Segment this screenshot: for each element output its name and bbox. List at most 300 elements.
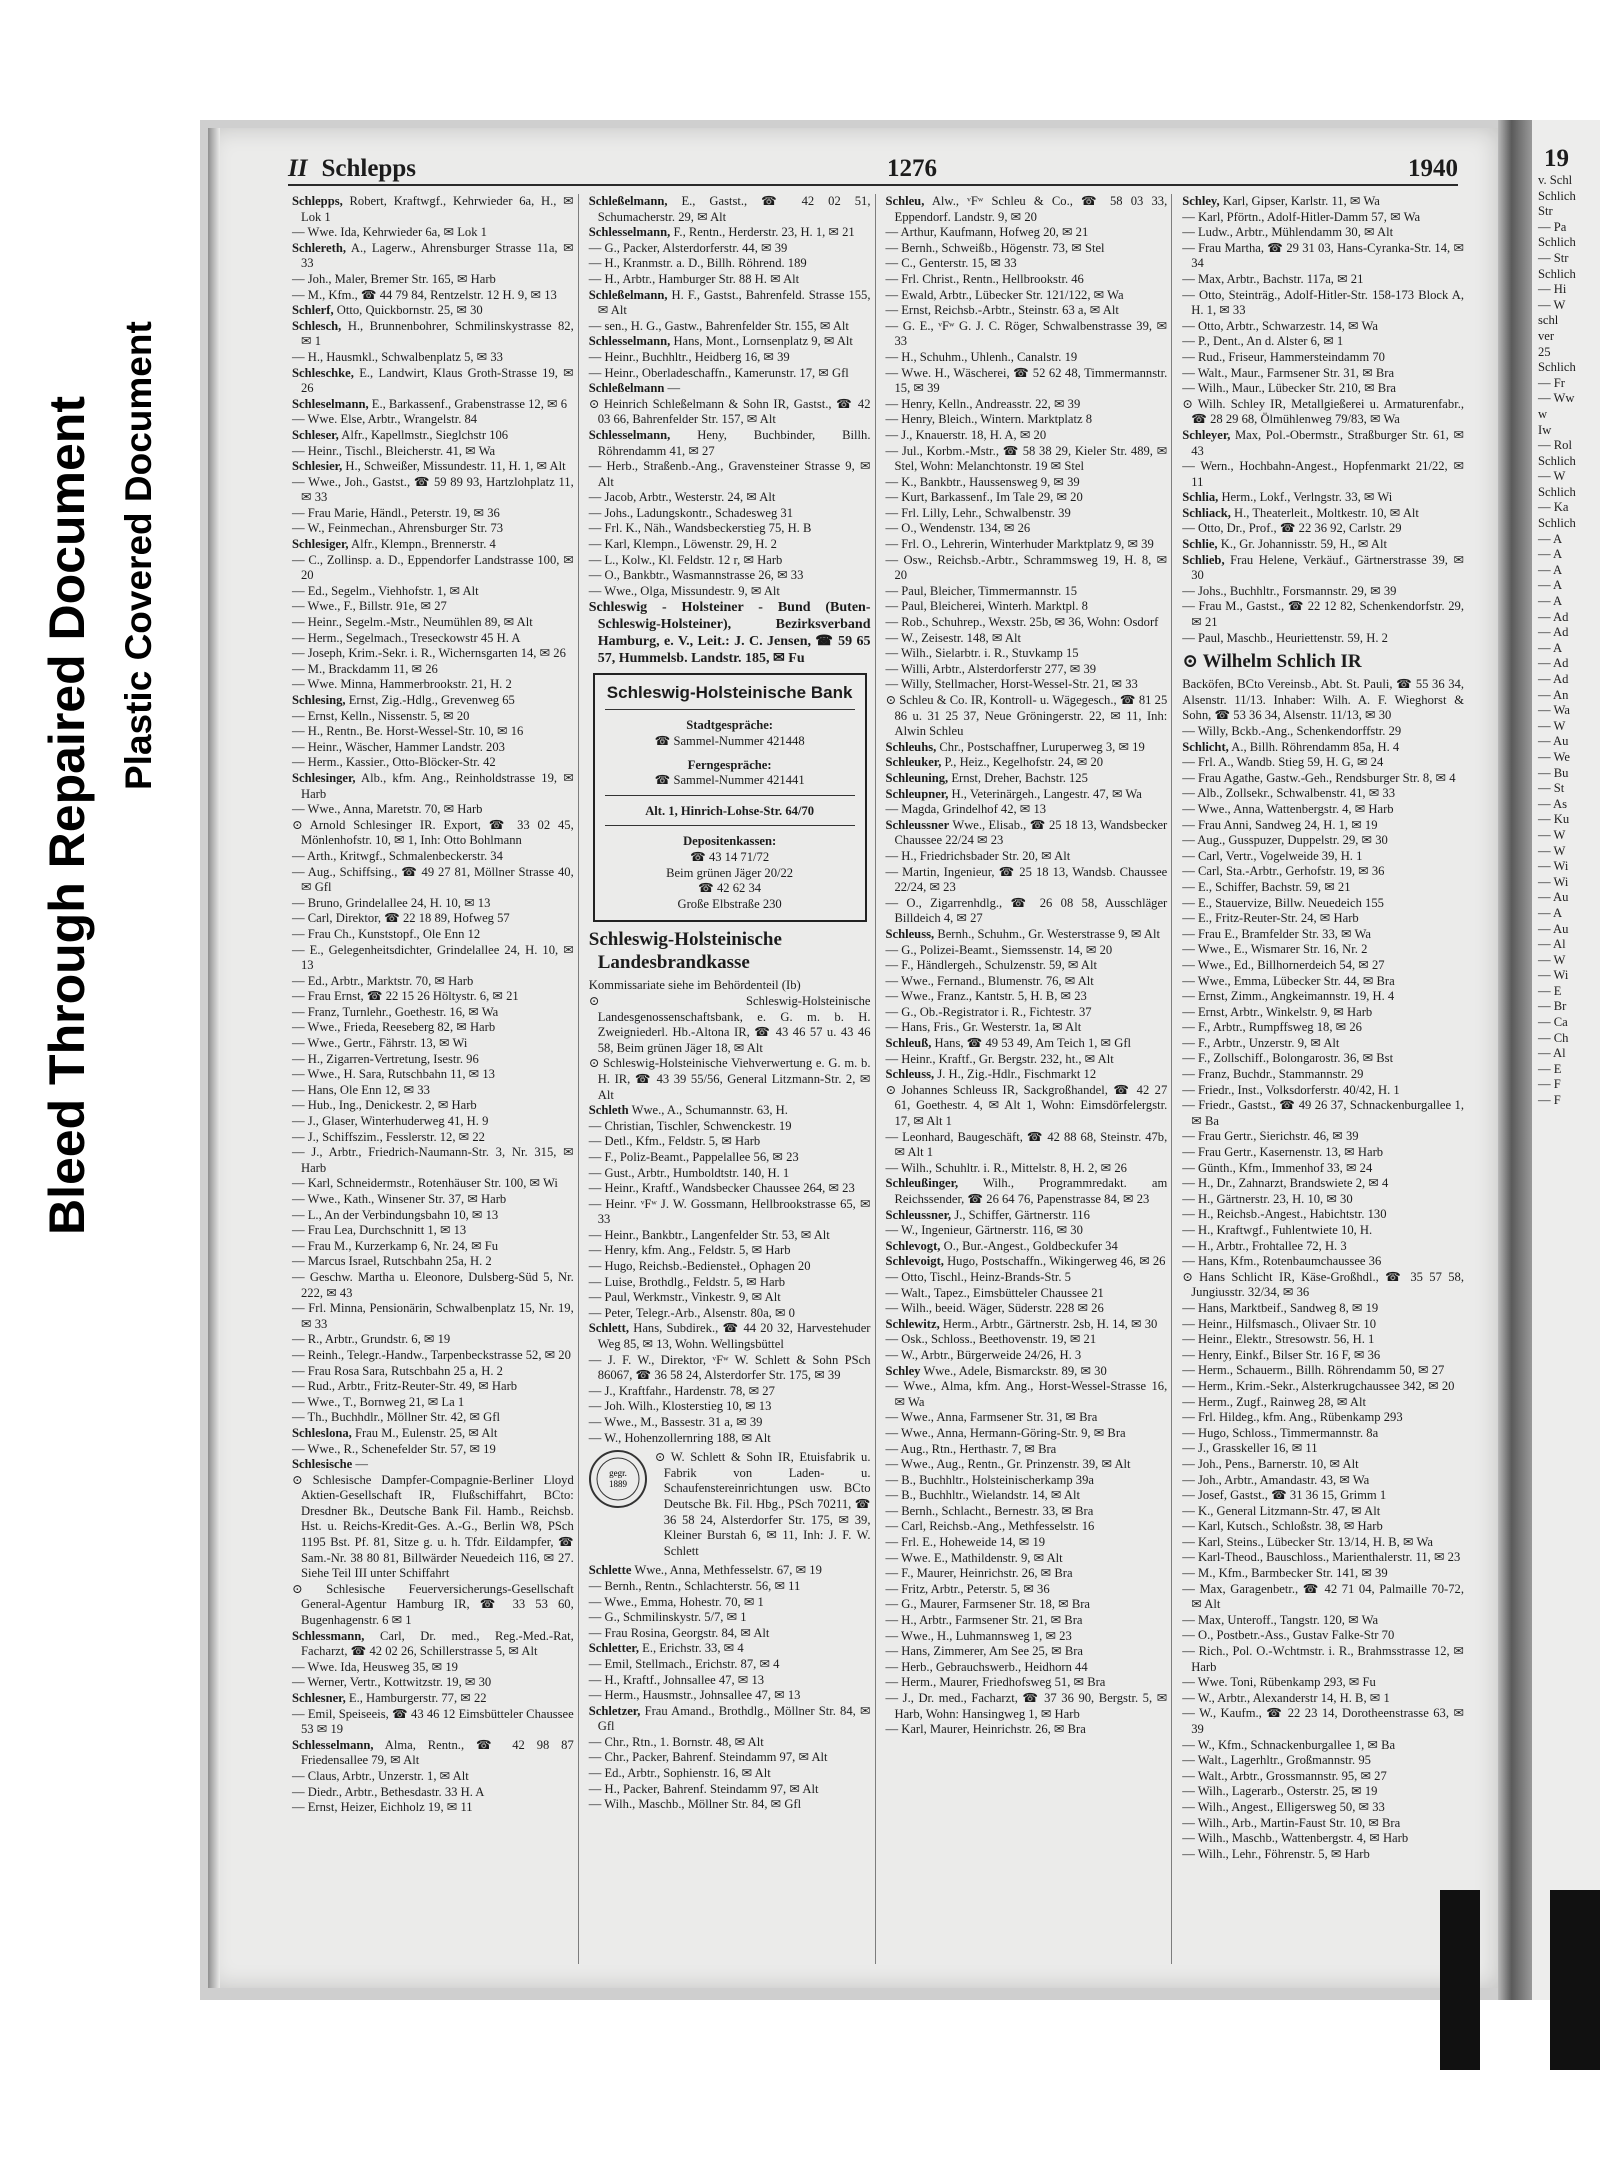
- directory-entry: [292, 615, 574, 631]
- entry-surname: Schleussner,: [885, 1207, 952, 1222]
- entry-surname: Schlesselmann,: [292, 1737, 374, 1752]
- directory-entry: [886, 896, 1168, 927]
- entry-text: — C., Genterstr. 15, ✉ 33: [885, 256, 1017, 271]
- entry-text: ⊙ Schleswig-Holsteinische Viehverwertung e. G. m. b. H. IR, ☎ 43 39 55/56, General Litzmann-Str. 2, ✉ Alt: [588, 1056, 871, 1102]
- entry-text: — Wwe., Frieda, Reeseberg 82, ✉ Harb: [292, 1020, 496, 1035]
- bank-advertisement: [593, 673, 867, 922]
- entry-text: — F., Händlergeh., Schulzenstr. 59, ✉ Alt: [885, 958, 1097, 973]
- entry-text: Robert, Kraftwgf., Kehrwieder 6a, H., ✉ Lok 1: [301, 194, 574, 224]
- entry-text: H., Brunnenbohrer, Schmilinskystrasse 82, ✉ 1: [301, 318, 574, 349]
- directory-entry: [1182, 911, 1464, 927]
- entry-text: — F., Poliz-Beamt., Pappelallee 56, ✉ 23: [588, 1149, 799, 1164]
- next-page-line: — A: [1538, 547, 1563, 562]
- entry-text: — Karl, Pförtn., Adolf-Hitler-Damm 57, ✉ Wa: [1182, 209, 1421, 224]
- entry-text: — Wwe., Anna, Wattenbergstr. 4, ✉ Harb: [1182, 801, 1394, 816]
- entry-text: — H., Rentn., Be. Horst-Wessel-Str. 10, ✉ 16: [292, 724, 524, 739]
- entry-surname: Schleuker,: [885, 755, 942, 770]
- entry-text: — Joh., Maler, Bremer Str. 165, ✉ Harb: [292, 271, 496, 286]
- entry-text: ⊙ Arnold Schlesinger IR. Export, ☎ 33 02 45, Mönlenhofstr. 10, ✉ 1, Inh: Otto Bohlmann: [292, 817, 574, 848]
- directory-entry: [886, 1301, 1168, 1317]
- directory-entry: [292, 1005, 574, 1021]
- entry-text: — G. E., ᵛFʷ G. J. C. Röger, Schwalbenstrasse 39, ✉ 33: [885, 318, 1168, 349]
- entry-text: Karl, Gipser, Karlstr. 11, ✉ Wa: [1222, 194, 1380, 208]
- directory-entry: [1182, 650, 1464, 673]
- entry-text: H. F., Gastst., Bahrenfeld. Strasse 155, ✉ Alt: [597, 287, 871, 318]
- entry-text: O., Bur.-Angest., Goldbeckufer 34: [943, 1238, 1118, 1253]
- header-left: II Schlepps: [288, 155, 416, 182]
- directory-entry: [589, 1610, 871, 1626]
- entry-surname: Schlesiger,: [292, 537, 349, 552]
- entry-text: — Claus, Arbtr., Unzerstr. 1, ✉ Alt: [292, 1768, 469, 1783]
- directory-entry: [589, 1275, 871, 1291]
- entry-text: — Frl. Lilly, Lehr., Schwalbenstr. 39: [885, 505, 1071, 520]
- entry-text: — M., Kfm., Barmbecker Str. 141, ✉ 39: [1182, 1566, 1388, 1581]
- entry-text: — Wern., Hochbahn-Angest., Hopfenmarkt 21/22, ✉ 11: [1182, 459, 1464, 489]
- entry-text: — Hugo, Reichsb.-Bediensteł., Ophagen 20: [588, 1259, 811, 1274]
- next-page-line: — Ad: [1538, 656, 1569, 671]
- entry-text: — Arthur, Kaufmann, Hofweg 20, ✉ 21: [885, 225, 1089, 240]
- directory-entry: [1182, 194, 1464, 210]
- directory-entry: [886, 194, 1168, 225]
- entry-text: — Ed., Segelm., Viehhofstr. 1, ✉ Alt: [292, 583, 479, 598]
- directory-entry: [886, 1239, 1168, 1255]
- entry-text: — Diedr., Arbtr., Bethesdastr. 33 H. A: [292, 1784, 485, 1799]
- entry-text: — Rich., Pol. O.-Wchtmstr. i. R., Brahmsstrasse 12, ✉ Harb: [1182, 1644, 1464, 1674]
- entry-text: ⊙ Wilh. Schley IR, Metallgießerei u. Armaturenfabr., ☎ 28 29 68, Ölmühlenweg 79/83, ✉ Wa: [1182, 396, 1464, 427]
- directory-entry: [292, 1239, 574, 1255]
- entry-text: — Frau Agathe, Gastw.-Geh., Rendsburger Str. 8, ✉ 4: [1182, 770, 1456, 785]
- directory-entry: [1182, 1145, 1464, 1161]
- entry-text: — Herm., Schauerm., Billh. Röhrendamm 50, ✉ 27: [1182, 1363, 1445, 1378]
- directory-entry: [292, 537, 574, 553]
- next-page-line: — Ad: [1538, 672, 1569, 686]
- entry-text: — H., Kraftf., Johnsallee 47, ✉ 13: [588, 1672, 765, 1687]
- directory-entry: [886, 1208, 1168, 1224]
- directory-entry: [292, 943, 574, 974]
- directory-entry: [1182, 864, 1464, 880]
- directory-entry: [1182, 1020, 1464, 1036]
- entry-surname: Schlett,: [588, 1321, 629, 1336]
- entry-text: — Leonhard, Baugeschäft, ☎ 42 88 68, Steinstr. 47b, ✉ Alt 1: [885, 1129, 1168, 1160]
- entry-text: — Herm., Segelmach., Treseckowstr 45 H. A: [292, 630, 521, 645]
- directory-entry: [292, 397, 574, 413]
- directory-entry: [1182, 1504, 1464, 1520]
- entry-text: — Wwe., Emma, Lübecker Str. 44, ✉ Bra: [1182, 973, 1395, 988]
- directory-entry: [292, 1083, 574, 1099]
- entry-text: — Josef, Gastst., ☎ 31 36 15, Grimm 1: [1182, 1488, 1387, 1503]
- directory-entry: [589, 1797, 871, 1813]
- directory-entry: [886, 225, 1168, 241]
- directory-entry: [292, 1145, 574, 1176]
- entry-text: — W., Feinmechan., Ahrensburger Str. 73: [292, 521, 504, 536]
- next-page-line: — We: [1538, 749, 1570, 764]
- entry-text: — Wwe. E., Mathildenstr. 9, ✉ Alt: [885, 1550, 1063, 1565]
- entry-text: — Willy, Stellmacher, Horst-Wessel-Str. 21, ✉ 33: [885, 677, 1138, 692]
- entry-text: — Frl. Christ., Rentn., Hellbrookstr. 46: [885, 271, 1084, 286]
- directory-entry: [886, 1566, 1168, 1582]
- directory-entry: [292, 1208, 574, 1224]
- directory-entry: [886, 849, 1168, 865]
- entry-text: Herm., Lokf., Verlngstr. 33, ✉ Wi: [1221, 490, 1393, 505]
- next-page-line: — Str: [1538, 250, 1569, 265]
- directory-entry: [292, 225, 574, 241]
- entry-text: E., Hamburgerstr. 77, ✉ 22: [348, 1691, 487, 1705]
- directory-entry: [1182, 584, 1464, 600]
- directory-entry: [886, 599, 1168, 615]
- entry-text: — J. F. W., Direktor, ᵛFʷ W. Schlett & Sohn PSch 86067, ☎ 36 58 24, Alsterdorfer Str. 175, ✉ 39: [588, 1352, 871, 1383]
- entry-text: — Arth., Kritwgf., Schmalenbeckerstr. 34: [292, 848, 503, 863]
- next-page-line: — F: [1538, 1093, 1561, 1108]
- entry-text: A., Lagerw., Ahrensburger Strasse 11a, ✉ 33: [301, 240, 574, 271]
- entry-text: — J., Glaser, Winterhuderweg 41, H. 9: [292, 1114, 489, 1129]
- next-page-line: Schlich: [1538, 188, 1576, 203]
- directory-entry: [292, 1036, 574, 1052]
- entry-text: — Hans, Marktbeif., Sandweg 8, ✉ 19: [1182, 1300, 1379, 1315]
- directory-entry: [1182, 1644, 1464, 1675]
- entry-text: Wwe., Anna, Methfesselstr. 67, ✉ 19: [634, 1563, 822, 1578]
- directory-entry: [886, 1613, 1168, 1629]
- directory-entry: [886, 662, 1168, 678]
- directory-entry: [1182, 490, 1464, 506]
- entry-text: — Wilh., Lehr., Föhrenstr. 5, ✉ Harb: [1182, 1846, 1370, 1861]
- directory-entry: [292, 974, 574, 990]
- entry-text: — Frau Lea, Durchschnitt 1, ✉ 13: [292, 1223, 467, 1238]
- entry-text: — Aug., Schiffsing., ☎ 49 27 81, Möllner Strasse 40, ✉ Gfl: [292, 864, 574, 895]
- directory-entry: [886, 865, 1168, 896]
- directory-entry: [292, 303, 574, 319]
- entry-text: — Henry, Einkf., Bilser Str. 16 F, ✉ 36: [1182, 1347, 1381, 1362]
- directory-entry: [1182, 974, 1464, 990]
- directory-entry: [1182, 1441, 1464, 1457]
- entry-text: — Herm., Hausmstr., Johnsallee 47, ✉ 13: [588, 1688, 801, 1703]
- column-1: [288, 194, 579, 1964]
- entry-text: — F., Zollschiff., Bolongarostr. 36, ✉ Bst: [1182, 1051, 1394, 1066]
- directory-entry: [1182, 1332, 1464, 1348]
- entry-surname: Schleussner: [885, 817, 950, 832]
- entry-text: — Wwe., R., Schenefelder Str. 57, ✉ 19: [292, 1441, 496, 1456]
- entry-text: — Herb., Straßenb.-Ang., Gravensteiner Strasse 9, ✉ Alt: [588, 459, 871, 489]
- directory-entry: [886, 1317, 1168, 1333]
- next-page-line: — W: [1538, 297, 1566, 312]
- entry-text: A., Billh. Röhrendamm 85a, H. 4: [1231, 739, 1400, 754]
- directory-entry: [886, 1410, 1168, 1426]
- entry-text: — Bernh., Rentn., Schlachterstr. 56, ✉ 11: [588, 1578, 801, 1593]
- ad-phone: ☎ Sammel-Nummer 421441: [654, 773, 805, 788]
- directory-entry: [589, 1704, 871, 1735]
- directory-entry: [655, 1450, 871, 1559]
- next-page-line: — Rol: [1538, 438, 1572, 453]
- directory-entry: [1182, 319, 1464, 335]
- entry-surname: Schlessmann,: [292, 1628, 365, 1643]
- entry-text: — Frl. A., Wandb. Stieg 59, H. G, ✉ 24: [1182, 755, 1384, 770]
- entry-text: F., Rentn., Herderstr. 23, H. 1, ✉ 21: [673, 225, 855, 240]
- directory-entry: [589, 1399, 871, 1415]
- entry-text: Alb., kfm. Ang., Reinholdstrasse 19, ✉ Harb: [301, 770, 574, 801]
- directory-entry: [1182, 818, 1464, 834]
- next-page-line: — W: [1538, 827, 1566, 842]
- entry-text: Hans, ☎ 49 53 49, Am Teich 1, ✉ Gfl: [934, 1036, 1132, 1051]
- entry-text: Alfr., Klempn., Brennerstr. 4: [351, 537, 496, 552]
- entry-text: — Günth., Kfm., Immenhof 33, ✉ 24: [1182, 1160, 1373, 1175]
- seal-icon: [589, 1450, 647, 1508]
- directory-entry: [886, 1488, 1168, 1504]
- directory-entry: [886, 1348, 1168, 1364]
- entry-text: — R., Arbtr., Grundstr. 6, ✉ 19: [292, 1332, 451, 1347]
- directory-entry: [292, 802, 574, 818]
- directory-entry: [589, 1688, 871, 1704]
- directory-entry: [292, 818, 574, 849]
- seal-line-1: gegr.: [608, 1468, 627, 1479]
- directory-entry: [292, 865, 574, 896]
- directory-entry: [292, 1192, 574, 1208]
- entry-text: — K., General Litzmann-Str. 47, ✉ Alt: [1182, 1503, 1381, 1518]
- entry-text: — P., Dent., An d. Alster 6, ✉ 1: [1182, 334, 1344, 349]
- entry-text: — Heinr. ᵛFʷ J. W. Gossmann, Hellbrookstrasse 65, ✉ 33: [588, 1196, 871, 1227]
- directory-entry: [589, 256, 871, 272]
- entry-text: — Wilh., Lagerarb., Osterstr. 25, ✉ 19: [1182, 1784, 1378, 1799]
- directory-entry: [589, 584, 871, 600]
- scan-border-mark: [1440, 1890, 1480, 2070]
- directory-entry: [1182, 1706, 1464, 1737]
- entry-text: —: [667, 381, 681, 396]
- directory-entry: [292, 584, 574, 600]
- entry-text: — O., Wendenstr. 134, ✉ 26: [885, 521, 1031, 536]
- directory-entry: [1182, 1239, 1464, 1255]
- directory-entry: [1182, 1738, 1464, 1754]
- entry-text: — Frl. E., Hoheweide 14, ✉ 19: [885, 1535, 1046, 1550]
- entry-surname: Schlesselmann,: [588, 225, 671, 240]
- directory-entry: [292, 896, 574, 912]
- scan-border-mark: [1550, 1890, 1600, 2070]
- entry-text: — Friedr., Inst., Volksdorferstr. 40/42, H. 1: [1182, 1082, 1400, 1097]
- directory-entry: [589, 1766, 871, 1782]
- entry-text: — Frau Rosina, Georgstr. 84, ✉ Alt: [588, 1625, 770, 1640]
- directory-entry: [1182, 1800, 1464, 1816]
- entry-text: — O., Postbetr.-Ass., Gustav Falke-Str 70: [1182, 1628, 1395, 1643]
- directory-entry: [292, 459, 574, 475]
- next-page-line: schl: [1538, 313, 1559, 328]
- entry-text: — H., Arbtr., Frohtallee 72, H. 3: [1182, 1238, 1347, 1253]
- directory-entry: [1182, 989, 1464, 1005]
- directory-entry: [1182, 1083, 1464, 1099]
- ad-title: Schleswig-Holsteinische Bank: [606, 683, 853, 703]
- directory-entry: [1182, 942, 1464, 958]
- directory-entry: [886, 1675, 1168, 1691]
- entry-text: — Wwe., H. Sara, Rutschbahn 11, ✉ 13: [292, 1067, 495, 1082]
- entry-text: — Rud., Arbtr., Fritz-Reuter-Str. 49, ✉ Harb: [292, 1379, 518, 1394]
- entry-text: — Wwe., Emma, Hohestr. 70, ✉ 1: [588, 1594, 764, 1609]
- page-number: 1276: [886, 155, 937, 182]
- entry-text: — J., Kraftfahr., Hardenstr. 78, ✉ 27: [588, 1383, 775, 1398]
- next-page-line: — Fr: [1538, 375, 1565, 390]
- entry-text: — H., Arbtr., Hamburger Str. 88 H. ✉ Alt: [588, 271, 800, 286]
- entry-text: — K., Bankbtr., Haussensweg 9, ✉ 39: [885, 474, 1080, 489]
- directory-entry: [292, 1707, 574, 1738]
- entry-text: — Frl. Minna, Pensionärin, Schwalbenplatz 15, Nr. 19, ✉ 33: [292, 1301, 574, 1331]
- directory-entry: [292, 1332, 574, 1348]
- directory-entry: [1182, 272, 1464, 288]
- entry-text: — Max, Unteroff., Tangstr. 120, ✉ Wa: [1182, 1612, 1379, 1627]
- directory-entry: [1182, 631, 1464, 647]
- directory-entry: [886, 1223, 1168, 1239]
- entry-text: — Carl, Direktor, ☎ 22 18 89, Hofweg 57: [292, 911, 510, 926]
- entry-text: Otto, Quickbornstr. 25, ✉ 30: [336, 303, 483, 318]
- directory-entry: [1182, 833, 1464, 849]
- company-seal-entry: [589, 1450, 871, 1559]
- directory-entry: [292, 366, 574, 397]
- entry-text: Hans, Subdirek., ☎ 44 20 32, Harvestehuder Weg 85, ✉ 13, Wohn. Wellingsbüttel: [597, 1321, 871, 1352]
- entry-text: — Heinr., Oberladeschaffn., Kamerunstr. 17, ✉ Gfl: [588, 365, 849, 380]
- entry-text: — Ernst, Reichsb.-Arbtr., Steinstr. 63 a, ✉ Alt: [885, 303, 1119, 318]
- entry-text: — Henry, Kelln., Andreasstr. 22, ✉ 39: [885, 396, 1081, 411]
- entry-text: Chr., Postschaffner, Luruperweg 3, ✉ 19: [939, 739, 1145, 754]
- entry-text: — Werner, Vertr., Kottwitzstr. 19, ✉ 30: [292, 1675, 492, 1690]
- directory-entry: [589, 568, 871, 584]
- directory-entry: [292, 755, 574, 771]
- entry-surname: Schlewitz,: [885, 1316, 940, 1331]
- entry-text: ⊙ Schleswig-Holsteinische Landesgenossenschaftsbank, e. G. m. b. H. Zweigniederl. Hb.-Altona IR, ☎ 43 46 57 u. 43 46 58, Beim grünen Jäger 18, ✉ Alt: [588, 993, 871, 1055]
- directory-entry: [1182, 1098, 1464, 1129]
- entry-text: — J., Knauerstr. 18, H. A, ✉ 20: [885, 427, 1047, 442]
- next-page-line: Schlich: [1538, 484, 1576, 499]
- directory-entry: [886, 802, 1168, 818]
- directory-entry: [589, 1103, 871, 1119]
- entry-surname: Schliack,: [1182, 505, 1231, 520]
- directory-entry: [292, 599, 574, 615]
- entry-text: — Aug., Rtn., Herthastr. 7, ✉ Bra: [885, 1441, 1057, 1456]
- directory-entry: [292, 1800, 574, 1816]
- entry-text: — H., Packer, Bahrenf. Steindamm 97, ✉ Alt: [588, 1781, 819, 1796]
- entry-text: — E., Schiffer, Bachstr. 59, ✉ 21: [1182, 879, 1351, 894]
- entry-text: K., Gr. Johannisstr. 59, H., ✉ Alt: [1220, 537, 1387, 552]
- entry-text: — Alb., Zollsekr., Schwalbenstr. 41, ✉ 33: [1182, 786, 1395, 801]
- directory-entry: [1182, 366, 1464, 382]
- directory-entry: [1182, 1847, 1464, 1863]
- entry-text: — Wwe., Gertr., Fährstr. 13, ✉ Wi: [292, 1036, 468, 1051]
- entry-text: — Otto, Steinträg., Adolf-Hitler-Str. 158-173 Block A, H. 1, ✉ 33: [1182, 287, 1464, 318]
- directory-entry: [292, 1410, 574, 1426]
- directory-entry: [886, 350, 1168, 366]
- entry-text: — Franz, Buchdr., Stammannstr. 29: [1182, 1067, 1364, 1082]
- entry-text: Schleswig - Holsteiner - Bund (Buten-Schleswig-Holsteiner), Bezirksverband Hamburg, e. V., Leit.: J. C. Jensen, ☎ 59 65 57, Hummelsb. Landstr. 185, ✉ Fu: [588, 600, 871, 667]
- directory-entry: [589, 1431, 871, 1447]
- next-page-lines: [1532, 173, 1600, 1109]
- directory-entry: [292, 1395, 574, 1411]
- ad-phone: ☎ Sammel-Nummer 421448: [654, 734, 805, 749]
- next-page-line: — Ca: [1538, 1015, 1568, 1030]
- entry-text: — W., Kaufm., ☎ 22 23 14, Dorotheenstrasse 63, ✉ 39: [1182, 1706, 1464, 1736]
- next-page-line: — W: [1538, 843, 1566, 858]
- directory-entry: [292, 350, 574, 366]
- directory-entry: [589, 978, 871, 994]
- entry-text: E., Gastst., ☎ 42 02 51, Schumacherstr. 29, ✉ Alt: [597, 194, 871, 224]
- entry-text: — J., Schiffszim., Fesslerstr. 12, ✉ 22: [292, 1129, 485, 1144]
- directory-entry: [1182, 1691, 1464, 1707]
- entry-text: — Frl. K., Näh., Wandsbeckerstieg 75, H. B: [588, 521, 812, 536]
- directory-entry: [1182, 241, 1464, 272]
- entry-text: — Joh. Wilh., Klosterstieg 10, ✉ 13: [588, 1399, 772, 1414]
- entry-text: — F., Arbtr., Unzerstr. 9, ✉ Alt: [1182, 1035, 1340, 1050]
- entry-text: E., Erichstr. 33, ✉ 4: [642, 1641, 744, 1656]
- directory-entry: [886, 256, 1168, 272]
- page-shadow: [208, 128, 220, 1988]
- entry-text: — Frl. Hildeg., kfm. Ang., Rübenkamp 293: [1182, 1410, 1403, 1425]
- directory-entry: [589, 194, 871, 225]
- ad-address: Alt. 1, Hinrich-Lohse-Str. 64/70: [645, 803, 815, 818]
- column-4: [1178, 194, 1468, 1964]
- entry-text: — Wwe. Else, Arbtr., Wrangelstr. 84: [292, 412, 478, 427]
- entry-text: — F., Arbtr., Rumpffsweg 18, ✉ 26: [1182, 1020, 1362, 1035]
- entry-text: Hugo, Postschaffn., Wikingerweg 46, ✉ 26: [947, 1254, 1166, 1269]
- directory-entry: [1182, 1348, 1464, 1364]
- entry-text: — H., Kranmstr. a. D., Billh. Röhrend. 189: [588, 256, 807, 271]
- directory-entry: [292, 412, 574, 428]
- directory-entry: [292, 1629, 574, 1660]
- entry-text: — Wwe., Franz., Kantstr. 5, H. B, ✉ 23: [885, 989, 1087, 1004]
- entry-text: — Wwe., F., Billstr. 91e, ✉ 27: [292, 599, 447, 614]
- entry-text: — G., Ob.-Registrator i. R., Fichtestr. 37: [885, 1004, 1092, 1019]
- directory-entry: [589, 1657, 871, 1673]
- directory-entry: [589, 241, 871, 257]
- directory-entry: [589, 521, 871, 537]
- directory-entry: [886, 397, 1168, 413]
- directory-entry: [589, 319, 871, 335]
- entry-text: — Wwe. Ida, Heusweg 35, ✉ 19: [292, 1659, 458, 1674]
- entry-text: — Herm., Kassier., Otto-Blöcker-Str. 42: [292, 755, 496, 770]
- directory-entry: [886, 1535, 1168, 1551]
- directory-entry: [886, 475, 1168, 491]
- directory-entry: [292, 911, 574, 927]
- entry-surname: Schlesch,: [292, 318, 342, 333]
- entry-text: — L., Kolw., Kl. Feldstr. 12 r, ✉ Harb: [588, 552, 783, 567]
- entry-text: — Bernh., Schweißb., Högenstr. 73, ✉ Stel: [885, 240, 1105, 255]
- directory-entry: [589, 1595, 871, 1611]
- directory-entry: [1182, 927, 1464, 943]
- directory-entry: [589, 1321, 871, 1352]
- directory-entry: [292, 1364, 574, 1380]
- entry-text: — G., Schmilinskystr. 5/7, ✉ 1: [588, 1610, 747, 1625]
- directory-entry: [1182, 677, 1464, 724]
- directory-entry: [589, 928, 871, 974]
- entry-text: H., Theaterleit., Moltkestr. 10, ✉ Alt: [1234, 505, 1419, 520]
- directory-entry: [292, 693, 574, 709]
- next-page-line: — Bu: [1538, 765, 1569, 780]
- entry-surname: Schleupner,: [885, 786, 949, 801]
- directory-entry: [1182, 350, 1464, 366]
- scanned-page: [200, 120, 1600, 2000]
- entry-text: — Walt., Maur., Farmsener Str. 31, ✉ Bra: [1182, 365, 1395, 380]
- entry-text: — W., Arbtr., Alexanderstr 14, H. B, ✉ 1: [1182, 1690, 1390, 1705]
- entry-text: — H., Arbtr., Farmsener Str. 21, ✉ Bra: [885, 1613, 1083, 1628]
- directory-entry: [292, 1348, 574, 1364]
- directory-entry: [1182, 225, 1464, 241]
- directory-entry: [292, 1426, 574, 1442]
- directory-entry: [1182, 1161, 1464, 1177]
- directory-entry: [1182, 1457, 1464, 1473]
- entry-text: — J., Arbtr., Friedrich-Naumann-Str. 3, Nr. 315, ✉ Harb: [292, 1145, 574, 1175]
- directory-entry: [292, 553, 574, 584]
- directory-entry: [886, 1067, 1168, 1083]
- directory-entry: [1182, 537, 1464, 553]
- ad-line: Beim grünen Jäger 20/22: [666, 865, 794, 880]
- next-page-line: — E: [1538, 1061, 1562, 1076]
- directory-entry: [292, 1769, 574, 1785]
- entry-text: Backöfen, BCto Vereinsb., Abt. St. Pauli, ☎ 55 36 34, Alsenstr. 11/13. Inhaber: Wilh. A. F. Wieghorst & Sohn, ☎ 53 36 34, Alsenstr. 11/13, ✉ 30: [1182, 677, 1464, 723]
- entry-text: — Wilh., Schuhltr. i. R., Mittelstr. 8, H. 2, ✉ 26: [885, 1160, 1127, 1175]
- directory-entry: [1182, 1769, 1464, 1785]
- directory-entry: [292, 1098, 574, 1114]
- entry-text: — Geschw. Martha u. Eleonore, Dulsberg-Süd 5, Nr. 222, ✉ 43: [292, 1269, 574, 1300]
